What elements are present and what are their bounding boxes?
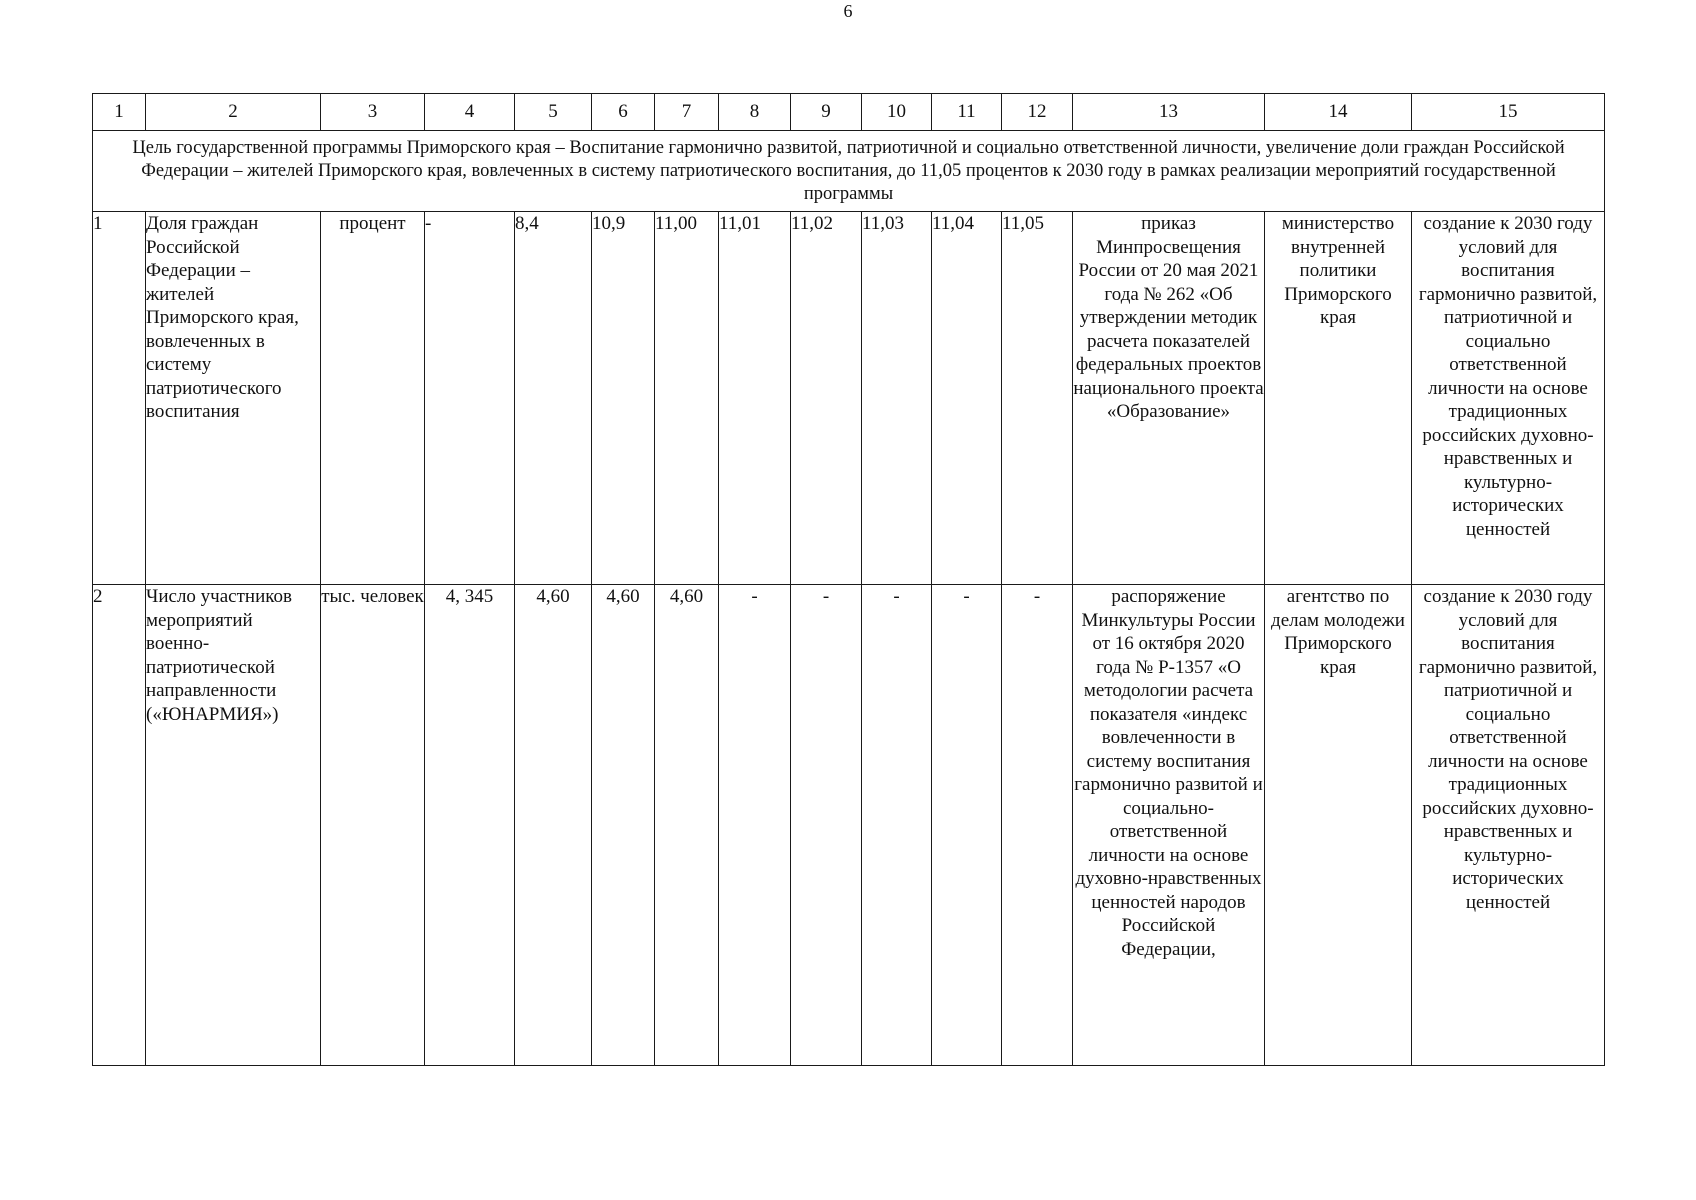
indicator-name: Число участников мероприятий военно-патриотической направленности («ЮНАРМИЯ») (146, 585, 321, 1066)
value-cell: 4, 345 (425, 585, 515, 1066)
header-cell: 9 (791, 94, 862, 131)
unit-cell: тыс. человек (321, 585, 425, 1066)
header-cell: 3 (321, 94, 425, 131)
header-cell: 4 (425, 94, 515, 131)
value-cell: 11,01 (719, 212, 791, 585)
row-number: 2 (93, 585, 146, 1066)
header-cell: 2 (146, 94, 321, 131)
responsible-body: министерство внутренней политики Приморского края (1265, 212, 1412, 585)
source-document: приказ Минпросвещения России от 20 мая 2021 года № 262 «Об утверждении методик расчета показателей федеральных проектов национального проекта «Образование» (1073, 212, 1265, 585)
value-cell: 4,60 (515, 585, 592, 1066)
header-cell: 10 (862, 94, 932, 131)
value-cell: 11,03 (862, 212, 932, 585)
row-number: 1 (93, 212, 146, 585)
value-cell: 11,04 (932, 212, 1002, 585)
indicator-name: Доля граждан Российской Федерации – жителей Приморского края, вовлеченных в систему патриотического воспитания (146, 212, 321, 585)
unit-cell: процент (321, 212, 425, 585)
value-cell: - (719, 585, 791, 1066)
value-cell: 4,60 (592, 585, 655, 1066)
header-cell: 5 (515, 94, 592, 131)
table-row (93, 585, 1605, 1066)
program-goal: Цель государственной программы Приморского края – Воспитание гармонично развитой, патриотичной и социально ответственной личности, увеличение доли граждан Российской Федерации – жителей Приморского края, вовлеченных в систему патриотического воспитания, до 11,05 процентов к 2030 году в рамках реализации мероприятий государственной программы (93, 131, 1605, 212)
value-cell: 11,05 (1002, 212, 1073, 585)
goal-link: создание к 2030 году условий для воспитания гармонично развитой, патриотичной и социально ответственной личности на основе традиционных российских духовно-нравственных и культурно-исторических ценностей (1412, 212, 1605, 585)
page-number: 6 (843, 1, 853, 21)
header-cell: 8 (719, 94, 791, 131)
value-cell: 11,02 (791, 212, 862, 585)
value-cell: 8,4 (515, 212, 592, 585)
header-cell: 12 (1002, 94, 1073, 131)
value-cell: 10,9 (592, 212, 655, 585)
value-cell: - (1002, 585, 1073, 1066)
value-cell: 4,60 (655, 585, 719, 1066)
responsible-body: агентство по делам молодежи Приморского края (1265, 585, 1412, 1066)
source-document: распоряжение Минкультуры России от 16 октября 2020 года № Р-1357 «О методологии расчета показателя «индекс вовлеченности в систему воспитания гармонично развитой и социально-ответственной личности на основе духовно-нравственных ценностей народов Российской Федерации, (1073, 585, 1265, 1066)
indicators-table (92, 93, 1605, 1066)
goal-link: создание к 2030 году условий для воспитания гармонично развитой, патриотичной и социально ответственной личности на основе традиционных российских духовно-нравственных и культурно-исторических ценностей (1412, 585, 1605, 1066)
header-cell: 13 (1073, 94, 1265, 131)
header-cell: 11 (932, 94, 1002, 131)
table-row (93, 212, 1605, 585)
value-cell: - (862, 585, 932, 1066)
header-cell: 15 (1412, 94, 1605, 131)
value-cell: - (932, 585, 1002, 1066)
value-cell: - (425, 212, 515, 585)
header-row (93, 94, 1605, 131)
header-cell: 14 (1265, 94, 1412, 131)
header-cell: 7 (655, 94, 719, 131)
goal-row (93, 131, 1605, 212)
header-cell: 1 (93, 94, 146, 131)
header-cell: 6 (592, 94, 655, 131)
value-cell: - (791, 585, 862, 1066)
value-cell: 11,00 (655, 212, 719, 585)
